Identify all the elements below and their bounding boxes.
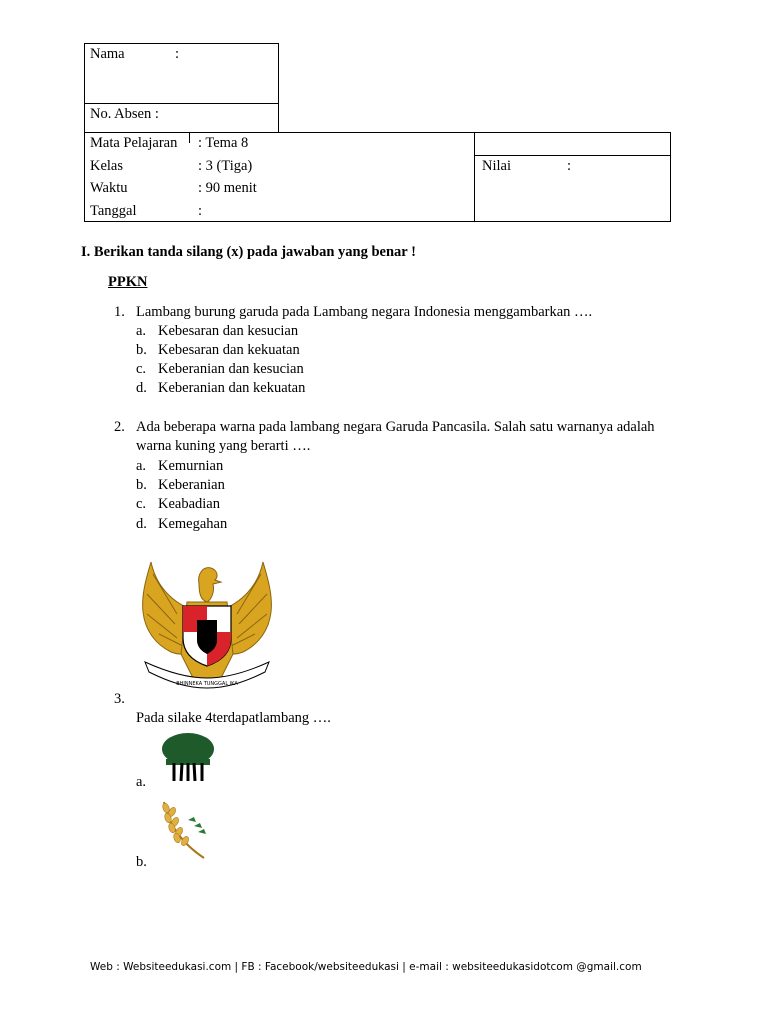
- q2-option-d: Kemegahan: [158, 516, 228, 532]
- q1-text: Lambang burung garuda pada Lambang negara Indonesia menggambarkan ….: [136, 304, 593, 320]
- q1-option-a-letter: a.: [136, 323, 147, 339]
- nama-colon: :: [175, 46, 180, 62]
- nama-label: Nama: [90, 46, 125, 62]
- q1-option-c: Keberanian dan kesucian: [158, 361, 304, 377]
- q2-option-a-letter: a.: [136, 458, 147, 474]
- instruction-heading: I. Berikan tanda silang (x) pada jawaban yang benar !: [81, 244, 416, 260]
- kelas-label: Kelas: [90, 158, 124, 174]
- q2-option-d-letter: d.: [136, 516, 147, 532]
- subject-heading: PPKN: [108, 274, 148, 290]
- q1-option-d: Keberanian dan kekuatan: [158, 380, 306, 396]
- q1-option-b-letter: b.: [136, 342, 147, 358]
- q2-text-line1: Ada beberapa warna pada lambang negara Garuda Pancasila. Salah satu warnanya adalah: [136, 419, 655, 435]
- mapel-label: Mata Pelajaran: [90, 135, 178, 151]
- mapel-value: : Tema 8: [198, 135, 249, 151]
- nilai-label: Nilai: [482, 158, 511, 174]
- banyan-tree-icon: [160, 731, 216, 783]
- q1-option-c-letter: c.: [136, 361, 147, 377]
- absen-label: No. Absen :: [90, 106, 159, 122]
- rice-cotton-icon: [158, 798, 214, 862]
- garuda-pancasila-emblem-icon: [137, 554, 277, 700]
- q3-option-b-letter: b.: [136, 854, 147, 870]
- q2-option-a: Kemurnian: [158, 458, 224, 474]
- waktu-label: Waktu: [90, 180, 128, 196]
- nilai-box: [474, 132, 671, 222]
- q2-option-c: Keabadian: [158, 496, 220, 512]
- kelas-value: : 3 (Tiga): [198, 158, 253, 174]
- waktu-value: : 90 menit: [198, 180, 257, 196]
- q1-number: 1.: [114, 304, 125, 320]
- q2-text-line2: warna kuning yang berarti ….: [136, 438, 311, 454]
- q2-option-b-letter: b.: [136, 477, 147, 493]
- q2-number: 2.: [114, 419, 125, 435]
- q1-option-d-letter: d.: [136, 380, 147, 396]
- nilai-divider: [474, 155, 671, 156]
- student-info-divider: [84, 103, 279, 104]
- q2-option-c-letter: c.: [136, 496, 147, 512]
- page-footer: Web : Websiteedukasi.com | FB : Facebook/websiteedukasi | e-mail : websiteedukasidotcom @gmail.com: [90, 961, 642, 973]
- q1-option-b: Kebesaran dan kekuatan: [158, 342, 300, 358]
- tanggal-label: Tanggal: [90, 203, 137, 219]
- q2-option-b: Keberanian: [158, 477, 225, 493]
- emblem-motto: BHINNEKA TUNGGAL IKA: [176, 681, 238, 687]
- nilai-colon: :: [567, 158, 572, 174]
- q3-number: 3.: [114, 691, 125, 707]
- q3-option-a-letter: a.: [136, 774, 147, 790]
- q1-option-a: Kebesaran dan kesucian: [158, 323, 299, 339]
- tanggal-value: :: [198, 203, 203, 219]
- subject-info-divider: [189, 132, 190, 143]
- q3-text: Pada silake 4terdapatlambang ….: [136, 710, 331, 726]
